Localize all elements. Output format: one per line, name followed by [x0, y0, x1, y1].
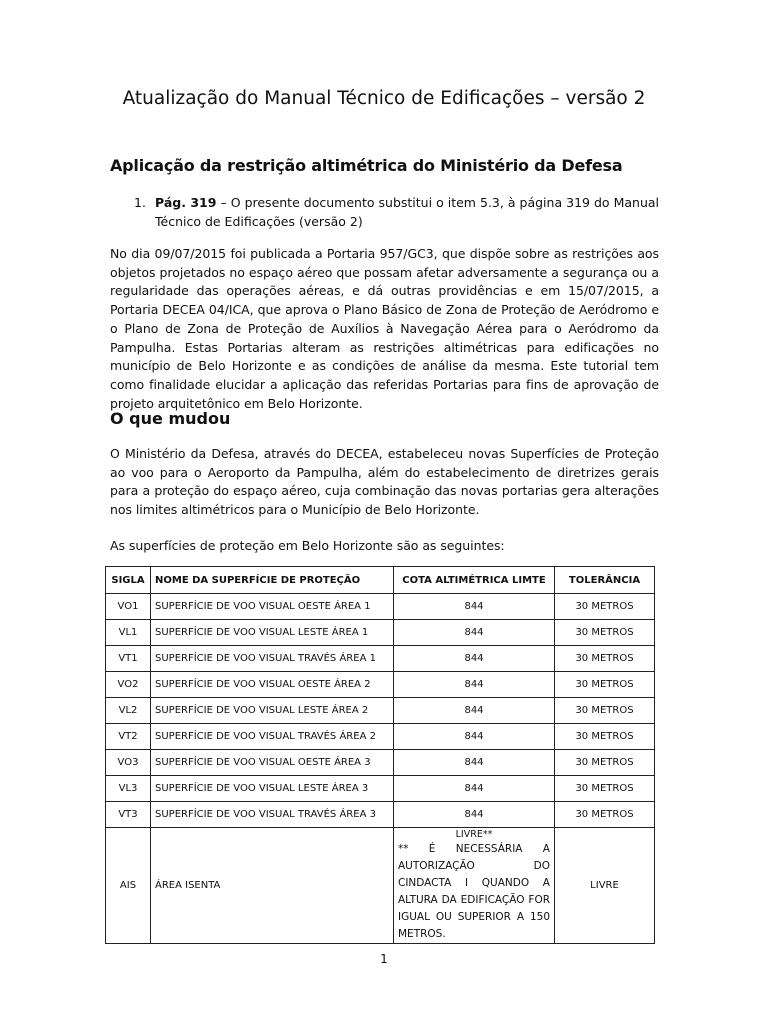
header-nome: NOME DA SUPERFÍCIE DE PROTEÇÃO: [151, 567, 394, 594]
cell-sigla: VT3: [106, 802, 151, 828]
table-row: [106, 750, 655, 776]
header-tolerancia: TOLERÂNCIA: [555, 567, 655, 594]
cell-nome: SUPERFÍCIE DE VOO VISUAL LESTE ÁREA 2: [151, 698, 394, 724]
cell-cota: 844: [394, 646, 555, 672]
cell-cota: 844: [394, 620, 555, 646]
cell-tolerancia: 30 METROS: [555, 802, 655, 828]
cell-cota: 844: [394, 594, 555, 620]
cell-sigla-ais: AIS: [106, 828, 151, 944]
table-row: [106, 724, 655, 750]
cota-footnote: ** É NECESSÁRIA A AUTORIZAÇÃO DO CINDACTA I QUANDO A ALTURA DA EDIFICAÇÃO FOR IGUAL OU SUPERIOR A 150 METROS.: [398, 843, 550, 940]
cell-nome: SUPERFÍCIE DE VOO VISUAL OESTE ÁREA 1: [151, 594, 394, 620]
cell-tolerancia: 30 METROS: [555, 698, 655, 724]
list-item-number: 1.: [134, 195, 146, 210]
cell-nome: SUPERFÍCIE DE VOO VISUAL TRAVÉS ÁREA 2: [151, 724, 394, 750]
cell-tolerancia: 30 METROS: [555, 672, 655, 698]
section-heading-o-que-mudou: O que mudou: [110, 409, 231, 428]
page-number: 1: [380, 952, 388, 966]
cell-cota: 844: [394, 724, 555, 750]
list-item-text: – O presente documento substitui o item 5.3, à página 319 do Manual Técnico de Edificações (versão 2): [155, 195, 659, 229]
cell-nome: SUPERFÍCIE DE VOO VISUAL OESTE ÁREA 3: [151, 750, 394, 776]
list-item-body: [155, 193, 659, 231]
cell-sigla: VL2: [106, 698, 151, 724]
cell-tolerancia: 30 METROS: [555, 776, 655, 802]
header-sigla: SIGLA: [106, 567, 151, 594]
cell-tolerancia: 30 METROS: [555, 594, 655, 620]
mudou-paragraph: O Ministério da Defesa, através do DECEA, estabeleceu novas Superfícies de Proteção ao voo para o Aeroporto da Pampulha, além do estabelecimento de diretrizes gerais para a proteção do espaço aéreo, cuja combinação das novas portarias gera alterações nos limites altimétricos para o Município de Belo Horizonte.: [110, 446, 659, 518]
table-row: [106, 802, 655, 828]
cell-cota-ais: [394, 828, 555, 944]
cell-cota: 844: [394, 698, 555, 724]
cell-sigla: VO1: [106, 594, 151, 620]
cell-nome: SUPERFÍCIE DE VOO VISUAL TRAVÉS ÁREA 1: [151, 646, 394, 672]
header-cota: COTA ALTIMÉTRICA LIMTE: [394, 567, 555, 594]
cell-sigla: VO2: [106, 672, 151, 698]
table-header-row: [106, 567, 655, 594]
table-row: [106, 672, 655, 698]
cell-nome: SUPERFÍCIE DE VOO VISUAL OESTE ÁREA 2: [151, 672, 394, 698]
cell-tolerancia: 30 METROS: [555, 750, 655, 776]
cell-cota: 844: [394, 672, 555, 698]
cell-sigla: VT1: [106, 646, 151, 672]
cell-tolerancia: 30 METROS: [555, 620, 655, 646]
superficies-intro: As superfícies de proteção em Belo Horizonte são as seguintes:: [110, 538, 505, 553]
cota-livre-label: LIVRE**: [455, 829, 493, 840]
cell-tolerancia-ais: LIVRE: [555, 828, 655, 944]
document-title: Atualização do Manual Técnico de Edificações – versão 2: [122, 88, 646, 109]
cell-cota: 844: [394, 750, 555, 776]
table-row: [106, 594, 655, 620]
surfaces-table: [105, 566, 655, 944]
cell-sigla: VL1: [106, 620, 151, 646]
cell-sigla: VO3: [106, 750, 151, 776]
list-item-bold-lead: Pág. 319: [155, 195, 217, 210]
table-row: [106, 620, 655, 646]
cell-sigla: VL3: [106, 776, 151, 802]
table-row: [106, 646, 655, 672]
section-heading-aplicacao: Aplicação da restrição altimétrica do Ministério da Defesa: [110, 156, 623, 175]
cell-tolerancia: 30 METROS: [555, 646, 655, 672]
table-row: [106, 776, 655, 802]
cell-nome: SUPERFÍCIE DE VOO VISUAL LESTE ÁREA 1: [151, 620, 394, 646]
table-row: [106, 698, 655, 724]
cell-nome: SUPERFÍCIE DE VOO VISUAL TRAVÉS ÁREA 3: [151, 802, 394, 828]
cell-nome: SUPERFÍCIE DE VOO VISUAL LESTE ÁREA 3: [151, 776, 394, 802]
cell-sigla: VT2: [106, 724, 151, 750]
cell-cota: 844: [394, 802, 555, 828]
table-row-ais: [106, 828, 655, 944]
intro-paragraph: No dia 09/07/2015 foi publicada a Portaria 957/GC3, que dispõe sobre as restrições aos objetos projetados no espaço aéreo que possam afetar adversamente a segurança ou a regularidade das operações aéreas, e dá outras providências e em 15/07/2015, a Portaria DECEA 04/ICA, que aprova o Plano Básico de Zona de Proteção de Aeródromo e o Plano de Zona de Proteção de Auxílios à Navegação Aérea para o Aeródromo da Pampulha. Estas Portarias alteram as restrições altimétricas para edificações no município de Belo Horizonte e as condições de análise da mesma. Este tutorial tem como finalidade elucidar a aplicação das referidas Portarias para fins de aprovação de projeto arquitetônico em Belo Horizonte.: [110, 246, 659, 411]
cell-tolerancia: 30 METROS: [555, 724, 655, 750]
cell-nome-ais: ÁREA ISENTA: [151, 828, 394, 944]
cell-cota: 844: [394, 776, 555, 802]
